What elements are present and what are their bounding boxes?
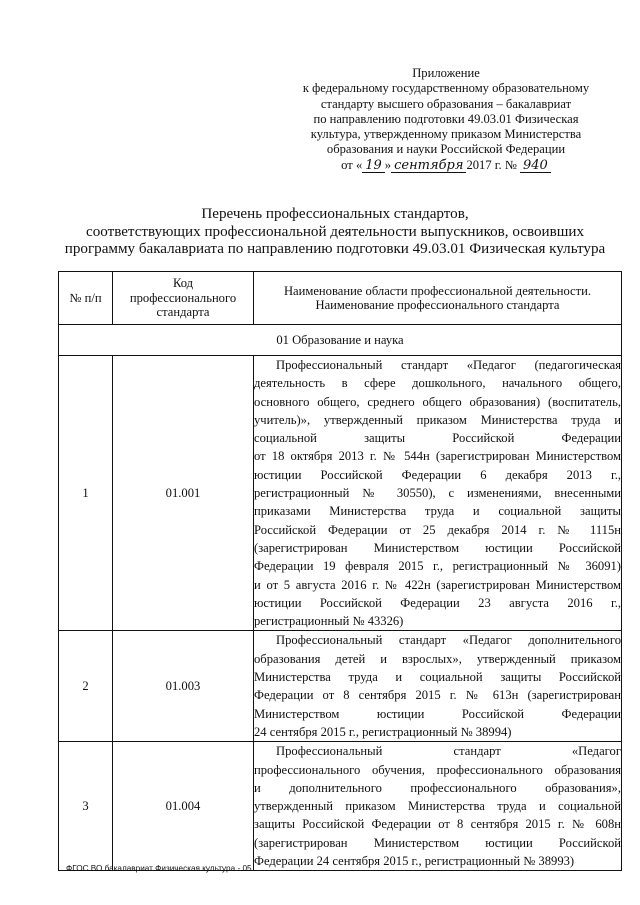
desc-line: Федерации 24 сентября 2015 г., регистрационный № 38993) [254,854,575,869]
desc-line: основного общего, среднего общего образования) (воспитатель, [254,394,621,409]
header-name [254,272,622,325]
desc-line: юстиции Российской Федерации 23 августа 2016 г., [254,595,621,610]
desc-line: приказами Министерства труда и социальной защиты [254,504,621,519]
header-name-line: Наименование области профессиональной деятельности. [283,283,592,298]
standards-table [58,271,622,871]
desc-line: Федерации 19 февраля 2015 г., регистрационный № 36091) [254,559,621,574]
desc-line: и дополнительного профессионального образования», [254,780,621,795]
title-line: Перечень профессиональных стандартов, [201,206,469,222]
desc-line: защиты Российской Федерации от 8 сентября 2015 г. № 608н [254,817,621,832]
row-description [254,631,622,742]
title-line: программу бакалавриата по направлению подготовки 49.03.01 Физическая культура [64,241,606,258]
desc-line: Российской Федерации от 25 декабря 2014 г. № 1115н [254,522,621,537]
desc-line: Федерации от 8 сентября 2015 г. № 613н (зарегистрирован [254,688,621,703]
appendix-line: к федеральному государственному образовательному [302,81,590,96]
document-title [50,206,620,259]
section-row [59,325,622,356]
appendix-line: по направлению подготовки 49.03.01 Физическая [313,111,579,126]
appendix-line: культура, утвержденному приказом Министерства [310,127,582,142]
header-code [113,272,254,325]
desc-line: (зарегистрирован Министерством юстиции Российской [254,540,621,555]
date-month-handwritten: сентября [391,159,466,173]
row-description [254,356,622,631]
desc-line: утвержденный приказом Министерства труда и социальной [254,799,621,814]
row-num: 3 [59,742,113,871]
table-header-row [59,272,622,325]
desc-line: учитель)», утвержденный приказом Министерства труда и [254,412,621,427]
desc-line: и от 5 августа 2016 г. № 422н (зарегистрирован Министерством [254,577,621,592]
desc-line: Министерством юстиции Российской Федерации [254,706,621,721]
desc-line: Профессиональный стандарт «Педагог [276,744,621,759]
row-num: 1 [59,356,113,631]
desc-line: от 18 октября 2013 г. № 544н (зарегистрирован Министерством [254,449,621,464]
table-row [59,742,622,871]
header-code-line: стандарта [156,305,210,320]
desc-line: деятельность в сфере дошкольного, начального общего, [254,376,621,391]
section-label: 01 Образование и наука [59,325,622,356]
row-code: 01.001 [113,356,254,631]
desc-line: 24 сентября 2015 г., регистрационный № 38994) [254,724,512,739]
desc-line: регистрационный № 30550), с изменениями, внесенными [254,486,621,501]
desc-line: (зарегистрирован Министерством юстиции Российской [254,835,621,850]
header-name-line: Наименование профессионального стандарта [315,298,560,312]
header-code-line: профессионального [129,290,237,305]
desc-line: юстиции Российской Федерации 6 декабря 2013 г., [254,467,621,482]
desc-line: регистрационный № 43326) [254,614,404,629]
appendix-line: образования и науки Российской Федерации [326,142,566,157]
page-footer: ФГОС ВО бакалавриат Физическая культура - 05 [66,864,252,873]
title-line: соответствующих профессиональной деятельности выпускников, освоивших [86,223,584,240]
appendix-line: Приложение [412,66,480,80]
date-year: 2017 г. № [466,157,517,172]
table-row [59,631,622,742]
appendix-line: стандарту высшего образования – бакалавриат [320,96,572,111]
date-prefix: от « [341,157,363,172]
order-number-handwritten: 940 [520,159,551,173]
header-num: № п/п [59,272,113,325]
header-code-line: Код [172,276,194,291]
desc-line: Профессиональный стандарт «Педагог дополнительного [276,633,621,648]
table-row [59,356,622,631]
desc-line: Профессиональный стандарт «Педагог (педагогическая [276,358,621,372]
desc-line: образования детей и взрослых», утвержденный приказом [254,651,621,666]
appendix-date-line [300,158,592,173]
date-day-handwritten: 19 [362,159,385,173]
date-mid: » [384,157,392,172]
row-code: 01.004 [113,742,254,871]
row-code: 01.003 [113,631,254,742]
appendix-header [300,66,592,173]
row-description [254,742,622,871]
desc-line: социальной защиты Российской Федерации [254,431,621,446]
desc-line: профессионального обучения, профессионального образования [254,762,621,777]
desc-line: Министерства труда и социальной защиты Российской [254,670,621,685]
row-num: 2 [59,631,113,742]
